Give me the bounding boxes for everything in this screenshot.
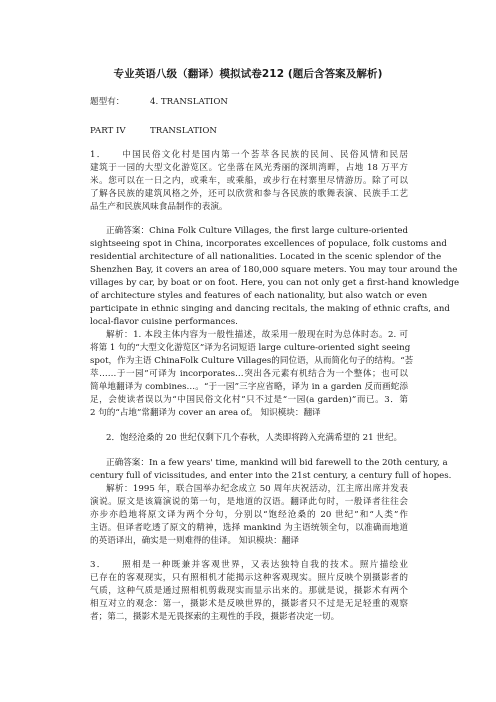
question-type-label: 题型有： bbox=[90, 97, 125, 107]
q1-answer-line: local-flavor cuisine performances. bbox=[90, 317, 238, 327]
q1-answer-line: of architecture styles and features of each nationality, but also watch or even bbox=[90, 291, 428, 301]
q1-answer-line: sightseeing spot in China, incorporates excellences of populace, folk customs and bbox=[90, 239, 447, 249]
q1-text-line: 建筑于一园的大型文化游览区。它坐落在风光秀丽的深圳湾畔，占地 18 万平方 bbox=[90, 163, 408, 173]
q1-analysis-line: 萃……于一园”可译为 incorporates…突出各元素有机结合为一个整体；也可以 bbox=[90, 369, 408, 379]
q2-analysis-line: 亦步亦趋地将原文译为两个分句，分别以“饱经沧桑的 20 世纪”和“人类”作 bbox=[90, 510, 408, 520]
q1-answer-line: villages by car, by boat or on foot. Here, you can not only get a first-hand knowledge bbox=[90, 278, 460, 288]
page-title: 专业英语八级（翻译）模拟试卷212 (题后含答案及解析) bbox=[113, 68, 383, 80]
q3-text-line: 气质，这种气质是通过照相机剪裁现实而显示出来的。那就是说，摄影术有两个 bbox=[90, 586, 408, 596]
q2-text-line: 2．饱经沧桑的 20 世纪仅剩下几个春秋，人类即将跨入充满希望的 21 世纪。 bbox=[106, 433, 403, 443]
q1-analysis-line: spot，作为主语 ChinaFolk Culture Villages的同位语，从而简化句子的结构。“荟 bbox=[90, 356, 414, 366]
q2-analysis-line: 主语。但译者吃透了原文的精神，选择 mankind 为主语统领全句，以准确而地道 bbox=[90, 523, 408, 533]
q1-text-line: 了解各民族的建筑风格之外，还可以欣赏和参与各民族的歌舞表演、民族手工艺 bbox=[90, 189, 408, 199]
q2-answer-line: 正确答案：In a few years' time, mankind will bid farewell to the 20th century, a bbox=[106, 458, 448, 468]
question-type-value: 4. TRANSLATION bbox=[150, 97, 228, 107]
q2-analysis-line: 演说。原文是该篇演说的第一句，是地道的汉语。翻译此句时，一般译者往往会 bbox=[90, 497, 408, 507]
q1-answer-line: 正确答案：China Folk Culture Villages, the first large culture-oriented bbox=[106, 226, 408, 236]
q2-analysis-line: 的英语译出，确实是一则难得的佳译。 知识模块：翻译 bbox=[90, 536, 299, 546]
q1-text-line: 米。您可以在一日之内，或乘车，或乘船，或步行在村寨里尽情游历。除了可以 bbox=[90, 176, 408, 186]
q1-answer-line: participate in ethnic singing and dancing recitals, the making of ethnic crafts, and bbox=[90, 304, 450, 314]
q2-analysis-line: 解析：1995 年，联合国举办纪念成立 50 周年庆祝活动，江主席出席并发表 bbox=[106, 484, 408, 494]
q1-answer-line: residential architecture of all nationalities. Located in the scenic splendor of the bbox=[90, 252, 442, 262]
q1-analysis-line: 简单地翻译为 combines…。“于一园”三字应省略，译为 in a garden 反而画蛇添 bbox=[90, 382, 408, 392]
q1-analysis-line: 足，会使读者误以为“中国民俗文化村”只不过是“一园(a garden)”而已。3．第 bbox=[90, 395, 408, 405]
q2-answer-line: century full of vicissitudes, and enter into the 21st century, a century full of hopes. bbox=[90, 471, 452, 481]
q3-text-line: 3． 照相是一种既兼并客观世界，又表达独特自我的技术。照片描绘业 bbox=[90, 560, 408, 570]
q1-text-line: 品生产和民族风味食品制作的表演。 bbox=[90, 202, 228, 212]
q1-analysis-line: 将第 1 句的“大型文化游览区”译为名词短语 large culture-oriented sight seeing bbox=[90, 343, 411, 353]
q1-analysis-line: 解析：1. 本段主体内容为一般性描述，故采用一般现在时为总体时态。2. 可 bbox=[106, 330, 408, 340]
q1-answer-line: Shenzhen Bay, it covers an area of 180,000 square meters. You may tour around the bbox=[90, 265, 458, 275]
q1-analysis-line: 2 句的“占地”常翻译为 cover an area of。 知识模块：翻译 bbox=[90, 408, 321, 418]
part-value: TRANSLATION bbox=[150, 126, 217, 136]
q3-text-line: 者；第二，摄影术是无畏探索的主观性的手段，摄影者决定一切。 bbox=[90, 612, 340, 622]
q3-text-line: 已存在的客观现实，只有照相机才能揭示这种客观现实。照片反映个别摄影者的 bbox=[90, 573, 408, 583]
q1-text-line: 1． 中国民俗文化村是国内第一个荟萃各民族的民间、民俗风情和民居 bbox=[90, 150, 408, 160]
part-label: PART IV bbox=[90, 126, 126, 136]
q3-text-line: 相互对立的观念：第一，摄影术是反映世界的，摄影者只不过是无足轻重的观察 bbox=[90, 599, 408, 609]
